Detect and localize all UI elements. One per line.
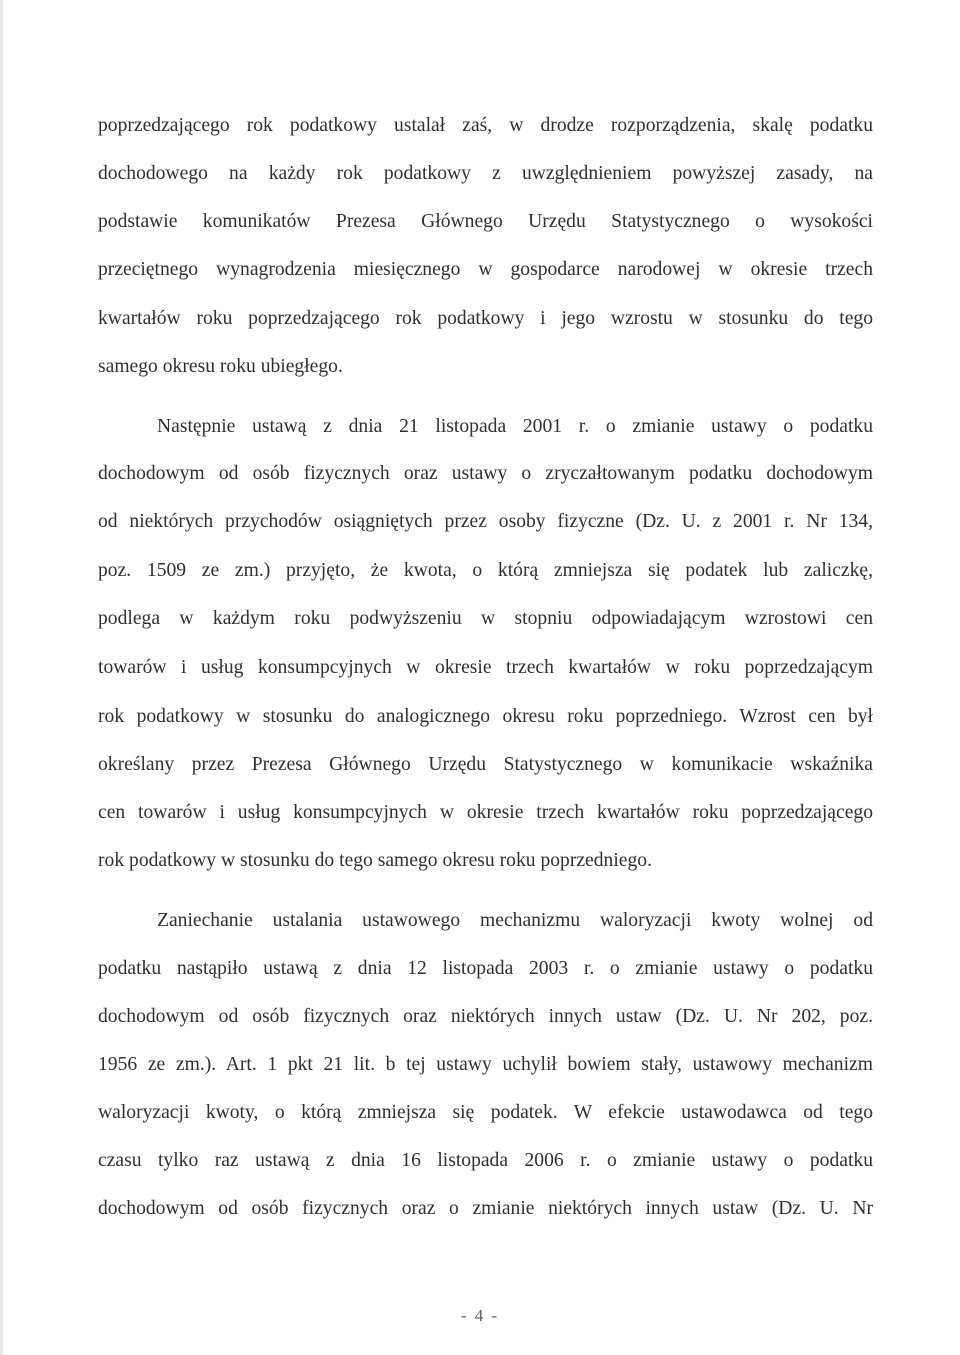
text-line: 1956 ze zm.). Art. 1 pkt 21 lit. b tej ustawy uchylił bowiem stały, ustawowy mechanizm	[98, 1054, 873, 1075]
text-line: rok podatkowy w stosunku do analogicznego okresu roku poprzedniego. Wzrost cen był	[98, 706, 873, 727]
text-line: Następnie ustawą z dnia 21 listopada 2001 r. o zmianie ustawy o podatku	[157, 416, 873, 437]
text-line: poprzedzającego rok podatkowy ustalał zaś, w drodze rozporządzenia, skalę podatku	[98, 115, 873, 136]
text-line: samego okresu roku ubiegłego.	[98, 356, 343, 377]
text-line: cen towarów i usług konsumpcyjnych w okresie trzech kwartałów roku poprzedzającego	[98, 802, 873, 823]
text-line: od niektórych przychodów osiągniętych przez osoby fizyczne (Dz. U. z 2001 r. Nr 134,	[98, 511, 873, 532]
text-line: waloryzacji kwoty, o którą zmniejsza się podatek. W efekcie ustawodawca od tego	[98, 1102, 873, 1123]
text-line: dochodowym od osób fizycznych oraz o zmianie niektórych innych ustaw (Dz. U. Nr	[98, 1198, 873, 1219]
scan-edge	[0, 0, 3, 1355]
text-line: towarów i usług konsumpcyjnych w okresie trzech kwartałów w roku poprzedzającym	[98, 657, 873, 678]
text-line: podstawie komunikatów Prezesa Głównego Urzędu Statystycznego o wysokości	[98, 211, 873, 232]
text-line: określany przez Prezesa Głównego Urzędu Statystycznego w komunikacie wskaźnika	[98, 754, 873, 775]
text-line: Zaniechanie ustalania ustawowego mechanizmu waloryzacji kwoty wolnej od	[157, 910, 873, 931]
text-line: rok podatkowy w stosunku do tego samego okresu roku poprzedniego.	[98, 850, 652, 871]
text-line: dochodowym od osób fizycznych oraz niektórych innych ustaw (Dz. U. Nr 202, poz.	[98, 1006, 873, 1027]
text-line: dochodowym od osób fizycznych oraz ustawy o zryczałtowanym podatku dochodowym	[98, 463, 873, 484]
text-line: poz. 1509 ze zm.) przyjęto, że kwota, o którą zmniejsza się podatek lub zaliczkę,	[98, 560, 873, 581]
text-line: podatku nastąpiło ustawą z dnia 12 listopada 2003 r. o zmianie ustawy o podatku	[98, 958, 873, 979]
text-line: kwartałów roku poprzedzającego rok podatkowy i jego wzrostu w stosunku do tego	[98, 308, 873, 329]
text-line: dochodowego na każdy rok podatkowy z uwzględnieniem powyższej zasady, na	[98, 163, 873, 184]
text-line: przeciętnego wynagrodzenia miesięcznego w gospodarce narodowej w okresie trzech	[98, 259, 873, 280]
page-number: - 4 -	[460, 1306, 500, 1325]
text-line: czasu tylko raz ustawą z dnia 16 listopada 2006 r. o zmianie ustawy o podatku	[98, 1150, 873, 1171]
text-line: podlega w każdym roku podwyższeniu w stopniu odpowiadającym wzrostowi cen	[98, 608, 873, 629]
